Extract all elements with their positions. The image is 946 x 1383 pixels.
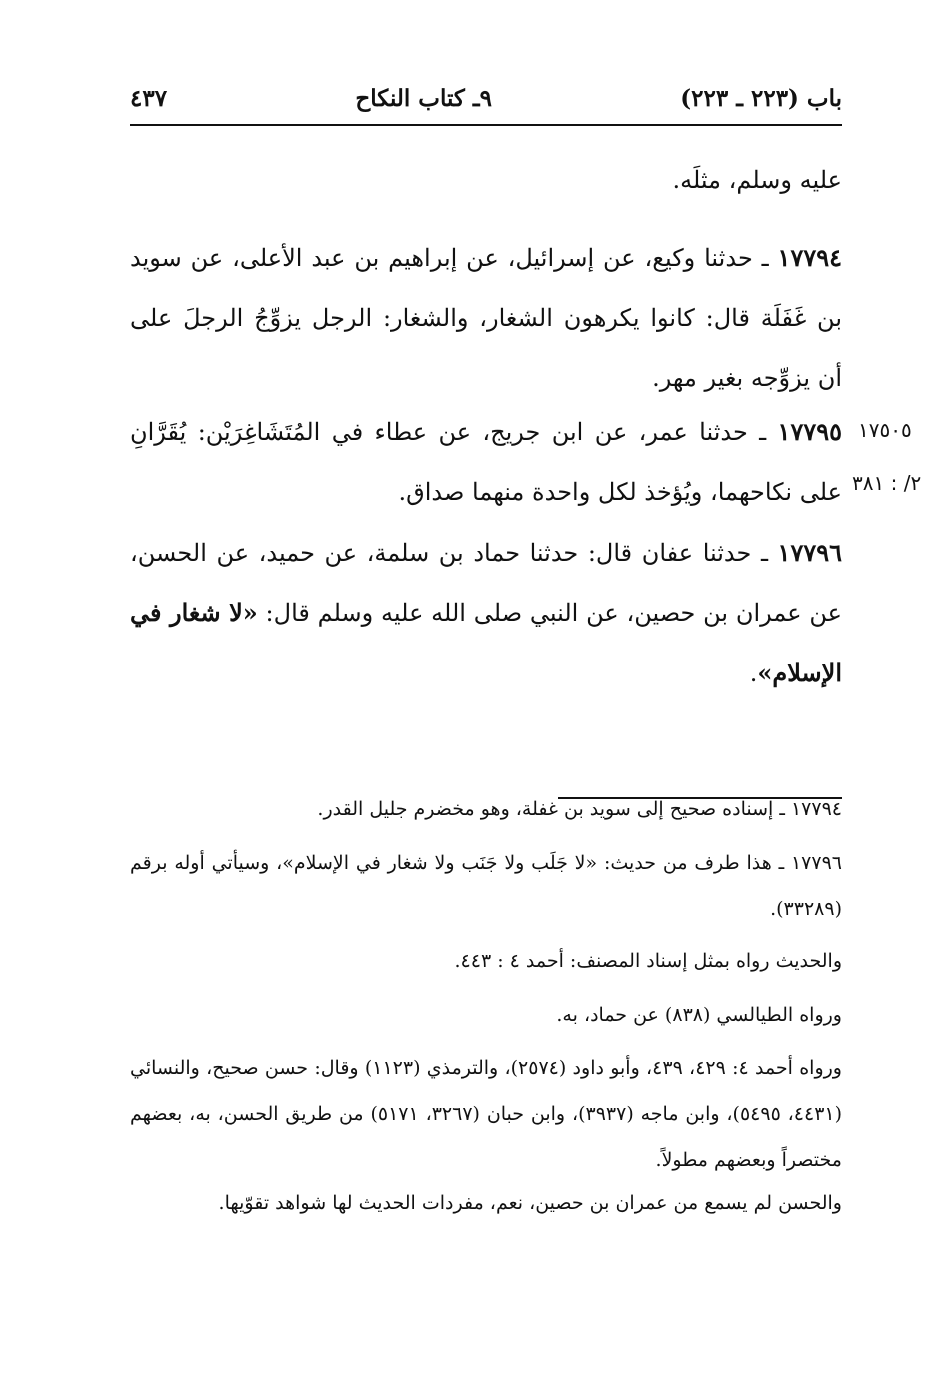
footnote-17796: ١٧٧٩٦ ـ هذا طرف من حديث: «لا جَلَب ولا جَنَب ولا شغار في الإسلام»، وسيأتي أوله برقم (٣٣٢٨٩). xyxy=(130,852,842,920)
continuation-text: عليه وسلم، مثلَه. xyxy=(672,166,842,194)
footnote-line: والحسن لم يسمع من عمران بن حصين، نعم، مفردات الحديث لها شواهد تقوّيها. xyxy=(218,1192,842,1214)
margin-volume-page: ٢/ : ٣٨١ xyxy=(852,471,922,495)
page-header xyxy=(130,76,842,120)
footnote-line: والحديث رواه بمثل إسناد المصنف: أحمد ٤ : ٤٤٣. xyxy=(454,950,842,972)
chapter-reference: باب (٢٢٣ ـ ٢٢٣) xyxy=(680,84,842,112)
hadith-17795 xyxy=(130,402,842,522)
page-number: ٤٣٧ xyxy=(130,84,168,112)
hadith-number: ١٧٧٩٥ xyxy=(777,417,842,446)
hadith-number: ١٧٧٩٦ xyxy=(777,538,842,567)
header-rule xyxy=(130,124,842,126)
margin-reference-number: ١٧٥٠٥ xyxy=(858,418,912,442)
hadith-17794 xyxy=(130,228,842,408)
book-title: ٩ـ كتاب النكاح xyxy=(355,84,492,112)
prophetic-quote: «لا شغار في الإسلام» xyxy=(130,598,842,687)
footnote-line: ورواه الطيالسي (٨٣٨) عن حماد، به. xyxy=(556,1004,842,1026)
hadith-text: ـ حدثنا عمر، عن ابن جريج، عن عطاء في المُتَشَاغِرَيْن: يُقَرَّانِ على نكاحهما، ويُؤخذ لكل واحدة منهما صداق. xyxy=(130,418,842,506)
hadith-17796: ١٧٧٩٦ ـ حدثنا عفان قال: حدثنا حماد بن سلمة، عن حميد، عن الحسن، عن عمران بن حصين، عن النبي صلى الله عليه وسلم قال: «لا شغار في الإسلام». xyxy=(130,538,842,687)
hadith-text: ـ حدثنا عفان قال: حدثنا حماد بن سلمة، عن حميد، عن الحسن، عن عمران بن حصين، عن النبي صلى الله عليه وسلم قال: xyxy=(130,539,842,627)
hadith-text: ـ حدثنا وكيع، عن إسرائيل، عن إبراهيم بن عبد الأعلى، عن سويد بن غَفَلَة قال: كانوا يكرهون الشغار، والشغار: الرجل يزوِّجُ الرجلَ على أن يزوِّجه بغير مهر. xyxy=(130,244,842,392)
footnote-line: ورواه أحمد ٤: ٤٢٩، ٤٣٩، وأبو داود (٢٥٧٤)، والترمذي (١١٢٣) وقال: حسن صحيح، والنسائي (٤٤٣١، ٥٤٩٥)، وابن ماجه (٣٩٣٧)، وابن حبان (٣٢٦٧، ٥١٧١) من طريق الحسن، به، بعضهم مختصراً وبعضهم مطولاً. xyxy=(130,1057,843,1171)
footnote-17794: ١٧٧٩٤ ـ إسناده صحيح إلى سويد بن غفلة، وهو مخضرم جليل القدر. xyxy=(317,798,842,820)
hadith-number: ١٧٧٩٤ xyxy=(777,243,842,272)
